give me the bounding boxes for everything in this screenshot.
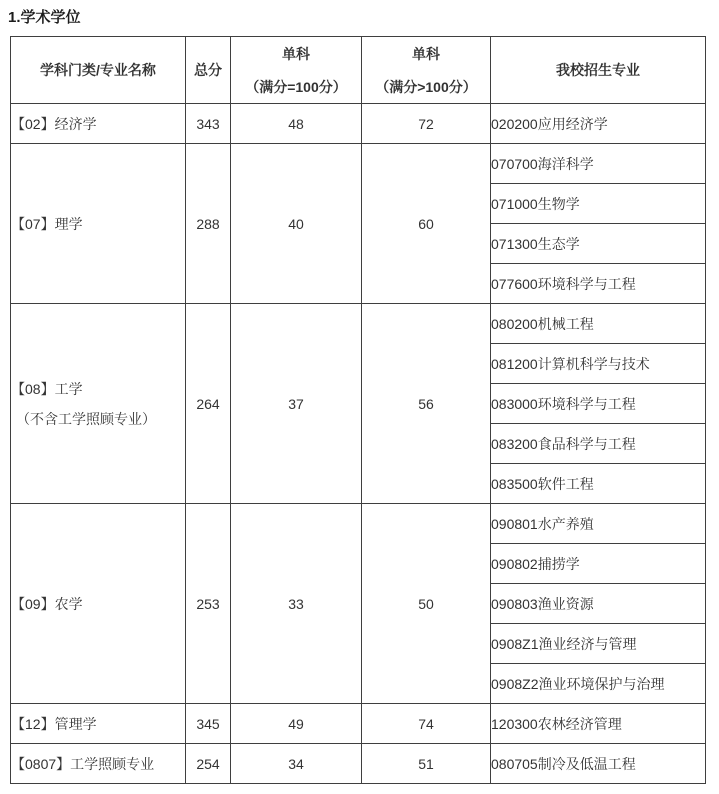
major-cell: 081200计算机科学与技术 xyxy=(491,344,706,384)
table-row xyxy=(11,144,706,184)
table-row xyxy=(11,744,706,784)
single-over100-cell: 51 xyxy=(362,744,491,784)
header-category: 学科门类/专业名称 xyxy=(11,37,186,104)
major-cell: 0908Z1渔业经济与管理 xyxy=(491,624,706,664)
major-cell: 090801水产养殖 xyxy=(491,504,706,544)
major-cell: 083500软件工程 xyxy=(491,464,706,504)
header-single-over100 xyxy=(362,37,491,104)
category-note: （不含工学照顾专业） xyxy=(16,410,156,427)
header-single-100-line2: （满分=100分） xyxy=(245,78,347,95)
header-single-100-line1: 单科 xyxy=(282,45,310,62)
total-cell: 253 xyxy=(186,504,231,704)
header-majors: 我校招生专业 xyxy=(491,37,706,104)
major-cell: 080705制冷及低温工程 xyxy=(491,744,706,784)
single-over100-cell: 72 xyxy=(362,104,491,144)
major-cell: 083000环境科学与工程 xyxy=(491,384,706,424)
single-over100-cell: 50 xyxy=(362,504,491,704)
admission-score-table xyxy=(10,36,706,784)
major-cell: 0908Z2渔业环境保护与治理 xyxy=(491,664,706,704)
table-row xyxy=(11,304,706,344)
total-cell: 254 xyxy=(186,744,231,784)
total-cell: 345 xyxy=(186,704,231,744)
single-100-cell: 40 xyxy=(231,144,362,304)
major-cell: 071300生态学 xyxy=(491,224,706,264)
major-cell: 090803渔业资源 xyxy=(491,584,706,624)
category-cell: 【07】理学 xyxy=(11,144,186,304)
table-row xyxy=(11,504,706,544)
major-cell: 077600环境科学与工程 xyxy=(491,264,706,304)
major-cell: 070700海洋科学 xyxy=(491,144,706,184)
single-over100-cell: 56 xyxy=(362,304,491,504)
major-cell: 120300农林经济管理 xyxy=(491,704,706,744)
single-100-cell: 37 xyxy=(231,304,362,504)
category-cell: 【09】农学 xyxy=(11,504,186,704)
major-cell: 090802捕捞学 xyxy=(491,544,706,584)
header-total: 总分 xyxy=(186,37,231,104)
single-100-cell: 34 xyxy=(231,744,362,784)
single-over100-cell: 60 xyxy=(362,144,491,304)
major-cell: 020200应用经济学 xyxy=(491,104,706,144)
major-cell: 083200食品科学与工程 xyxy=(491,424,706,464)
total-cell: 288 xyxy=(186,144,231,304)
single-over100-cell: 74 xyxy=(362,704,491,744)
category-cell: 【02】经济学 xyxy=(11,104,186,144)
category-cell xyxy=(11,304,186,504)
major-cell: 080200机械工程 xyxy=(491,304,706,344)
page-title: 1.学术学位 xyxy=(8,9,81,26)
single-100-cell: 33 xyxy=(231,504,362,704)
table-row xyxy=(11,104,706,144)
category-cell: 【0807】工学照顾专业 xyxy=(11,744,186,784)
table-row xyxy=(11,704,706,744)
single-100-cell: 48 xyxy=(231,104,362,144)
category-label: 【08】工学 xyxy=(11,380,83,397)
total-cell: 343 xyxy=(186,104,231,144)
total-cell: 264 xyxy=(186,304,231,504)
header-single-over100-line2: （满分>100分） xyxy=(375,78,477,95)
header-row xyxy=(11,37,706,104)
single-100-cell: 49 xyxy=(231,704,362,744)
major-cell: 071000生物学 xyxy=(491,184,706,224)
header-single-over100-line1: 单科 xyxy=(412,45,440,62)
header-single-100 xyxy=(231,37,362,104)
category-cell: 【12】管理学 xyxy=(11,704,186,744)
